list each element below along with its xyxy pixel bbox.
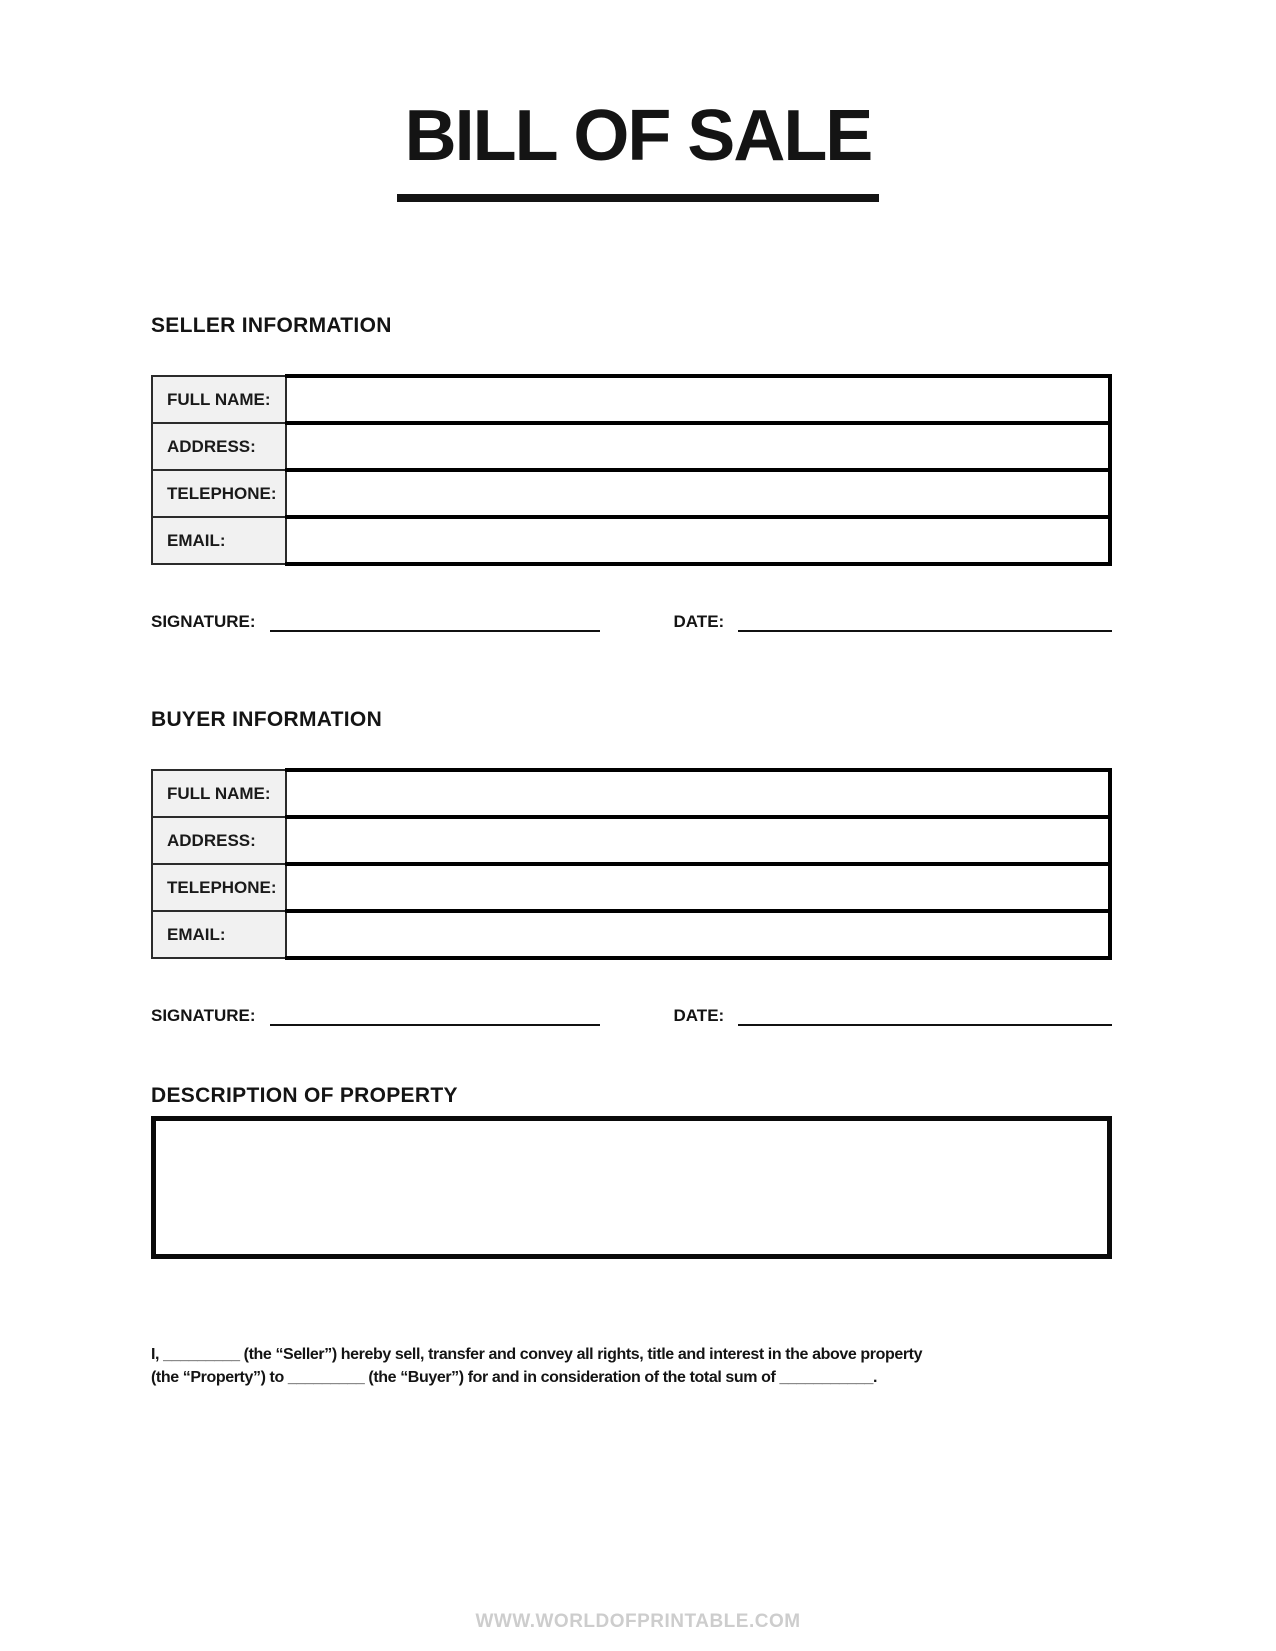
seller-signature-line[interactable] bbox=[270, 612, 600, 632]
buyer-date-label: DATE: bbox=[673, 1006, 725, 1025]
buyer-signature-line[interactable] bbox=[270, 1006, 600, 1026]
table-row bbox=[152, 517, 1110, 564]
table-row bbox=[152, 864, 1110, 911]
seller-address-field[interactable] bbox=[286, 423, 1110, 470]
seller-date-line[interactable] bbox=[738, 612, 1112, 632]
property-section bbox=[151, 1084, 1112, 1259]
seller-telephone-field[interactable] bbox=[286, 470, 1110, 517]
page-title: BILL OF SALE bbox=[404, 96, 872, 176]
buyer-section bbox=[151, 708, 1112, 1026]
buyer-telephone-label: TELEPHONE: bbox=[152, 864, 286, 911]
buyer-info-table bbox=[151, 768, 1112, 960]
property-description-field[interactable] bbox=[151, 1116, 1112, 1259]
footer bbox=[0, 1611, 1276, 1633]
table-row bbox=[152, 817, 1110, 864]
document-body bbox=[0, 314, 1276, 1389]
legal-text-line2: (the “Property”) to _________ (the “Buyer”) for and in consideration of the total sum of ___________. bbox=[151, 1369, 878, 1386]
table-row bbox=[152, 376, 1110, 423]
buyer-email-label: EMAIL: bbox=[152, 911, 286, 958]
buyer-date-line[interactable] bbox=[738, 1006, 1112, 1026]
seller-date-label: DATE: bbox=[673, 612, 725, 631]
seller-full-name-field[interactable] bbox=[286, 376, 1110, 423]
seller-section-title: SELLER INFORMATION bbox=[151, 314, 392, 337]
buyer-full-name-field[interactable] bbox=[286, 770, 1110, 817]
website-text: WWW.WORLDOFPRINTABLE.COM bbox=[475, 1611, 801, 1632]
buyer-email-field[interactable] bbox=[286, 911, 1110, 958]
seller-email-field[interactable] bbox=[286, 517, 1110, 564]
buyer-address-label: ADDRESS: bbox=[152, 817, 286, 864]
buyer-telephone-field[interactable] bbox=[286, 864, 1110, 911]
buyer-section-title: BUYER INFORMATION bbox=[151, 708, 383, 731]
table-row bbox=[152, 911, 1110, 958]
buyer-signature-row bbox=[151, 1004, 1112, 1026]
seller-signature-label: SIGNATURE: bbox=[151, 612, 256, 631]
seller-address-label: ADDRESS: bbox=[152, 423, 286, 470]
title-underline bbox=[397, 194, 879, 202]
table-row bbox=[152, 423, 1110, 470]
seller-full-name-label: FULL NAME: bbox=[152, 376, 286, 423]
buyer-signature-label: SIGNATURE: bbox=[151, 1006, 256, 1025]
buyer-address-field[interactable] bbox=[286, 817, 1110, 864]
seller-email-label: EMAIL: bbox=[152, 517, 286, 564]
legal-text-line1: I, _________ (the “Seller”) hereby sell, transfer and convey all rights, title and interest in the above property bbox=[151, 1346, 923, 1363]
seller-info-table bbox=[151, 374, 1112, 566]
property-section-title: DESCRIPTION OF PROPERTY bbox=[151, 1084, 458, 1107]
seller-section bbox=[151, 314, 1112, 632]
legal-paragraph bbox=[151, 1343, 1112, 1389]
buyer-full-name-label: FULL NAME: bbox=[152, 770, 286, 817]
seller-telephone-label: TELEPHONE: bbox=[152, 470, 286, 517]
seller-signature-row bbox=[151, 610, 1112, 632]
table-row bbox=[152, 770, 1110, 817]
table-row bbox=[152, 470, 1110, 517]
